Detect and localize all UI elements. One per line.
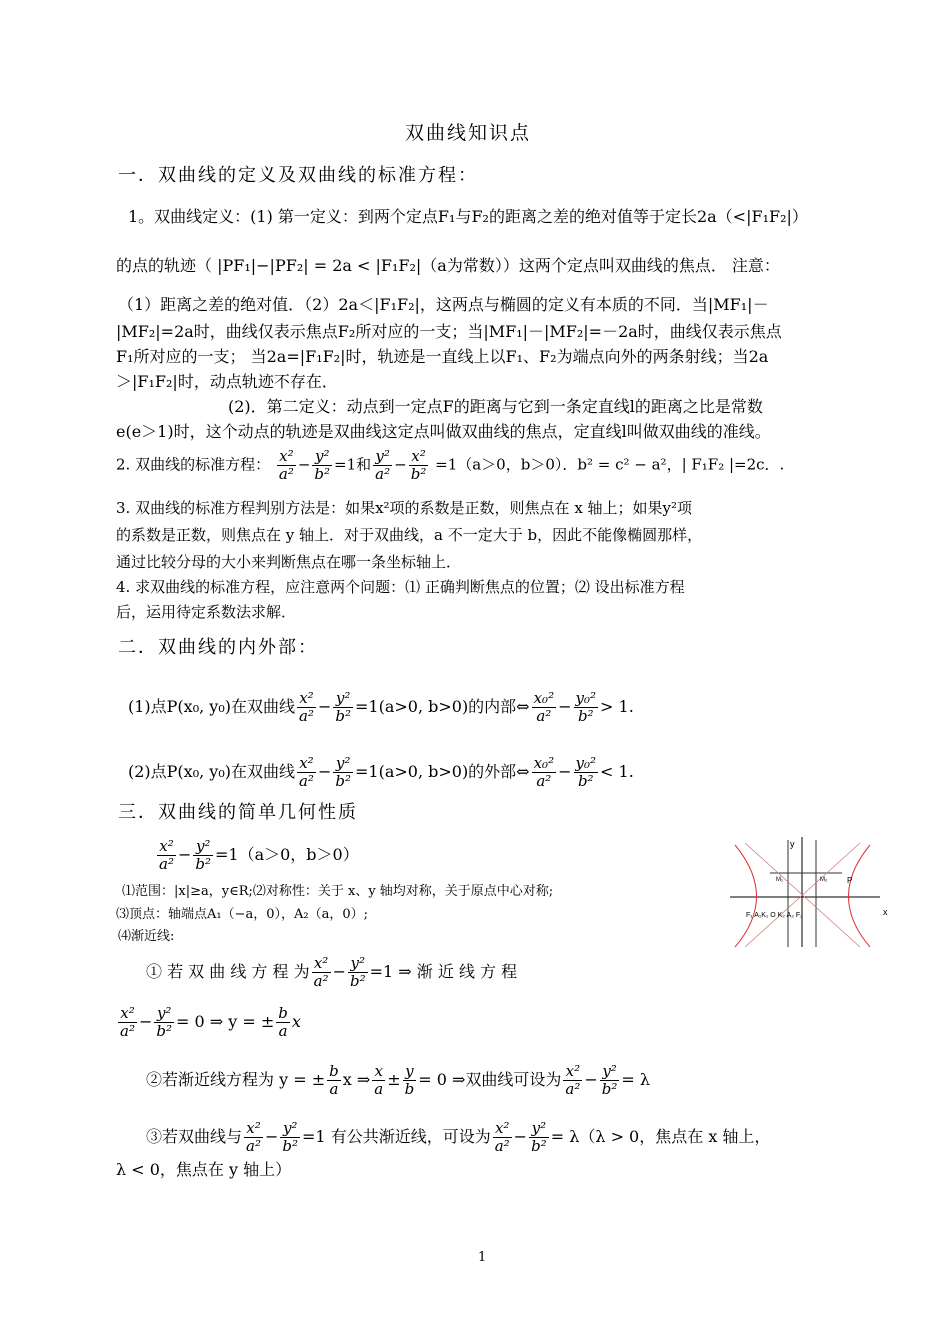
fraction-y2-b2: $\frac{\text{y²}}{\text{b²}}$ (314, 447, 331, 483)
c3-a: ③若双曲线与 (146, 1127, 243, 1146)
c2-d: = λ (621, 1070, 651, 1089)
m2-label: M₂ (820, 877, 828, 883)
c2-a: ②若渐近线方程为 y = ± (146, 1070, 326, 1089)
s3-equation: $\frac{\text{x²}}{\text{a²}}$ − $\frac{\text{y²}}{\text{b²}}$ =1（a＞0，b＞0） (159, 837, 359, 873)
fraction-x2-a2: $\frac{\text{x²}}{\text{a²}}$ (298, 689, 314, 725)
def1-line-a: 1。双曲线定义：(1) 第一定义：到两个定点F₁与F₂的距离之差的绝对值等于定长2a（<|F₁F₂|） (128, 207, 808, 226)
left-branch (735, 845, 757, 947)
fraction-b-a: $\frac{b}{a}$ (329, 1062, 339, 1098)
fraction-y2-b2: $\frac{\text{y²}}{\text{b²}}$ (349, 954, 366, 990)
axis-point-labels: F₁ A₁K₁ O K₂ A₂ F₂ (746, 912, 803, 919)
m1-label: M₁ (776, 877, 784, 883)
p-label: P (847, 876, 853, 885)
fraction-y0-b2: $\frac{\text{y₀²}}{\text{b²}}$ (575, 754, 597, 790)
p3-line-b: 的系数是正数，则焦点在 y 轴上．对于双曲线，a 不一定大于 b，因此不能像椭圆那样， (116, 526, 703, 544)
fraction-x2-a2: $\frac{\text{x²}}{\text{a²}}$ (298, 754, 314, 790)
fraction-x2-a2: $\frac{\text{x²}}{\text{a²}}$ (246, 1119, 261, 1155)
c2-c: = 0 ⇒双曲线可设为 (418, 1070, 562, 1089)
note-line-1: （1）距离之差的绝对值．（2）2a＜|F₁F₂|，这两点与椭圆的定义有本质的不同．当|MF₁|－ (118, 295, 769, 314)
fraction-x2-b2: $\frac{\text{x²}}{\text{b²}}$ (410, 447, 427, 483)
inner-b: =1(a>0, b>0)的内部⇔ (354, 697, 530, 716)
y-label: y (790, 839, 795, 849)
c2-b: x ⇒ (342, 1070, 371, 1089)
case-3: ③若双曲线与 $\frac{\text{x²}}{\text{a²}}$ − $\frac{\text{y²}}{\text{b²}}$ =1 有公共渐近线，可设为 $\frac{\text{x²}}{\text{a²}}$ − $\frac{\text{y²}}{\text{b²}}$ = λ（λ > 0，焦点在 x 轴上， (146, 1119, 771, 1155)
outer-b: =1(a>0, b>0)的外部⇔ (354, 762, 530, 781)
section-2-heading: 二．双曲线的内外部： (118, 637, 318, 658)
hyperbola-figure (730, 835, 892, 947)
fraction-x0-a2: $\frac{\text{x₀²}}{\text{a²}}$ (533, 754, 555, 790)
standard-equation-line: 2. 双曲线的标准方程： $\frac{\text{x²}}{\text{a²}}$ − $\frac{\text{y²}}{\text{b²}}$ =1和 $\frac{\text{y²}}{\text{a²}}$ − $\frac{\text{x²}}{\text{b²}}$ =1（a＞0，b＞0）．b² = c² − a²，| F₁F₂ |=2c．. (116, 447, 785, 483)
fraction-x2-a2: $\frac{\text{x²}}{\text{a²}}$ (278, 447, 294, 483)
p4-line-b: 后，运用待定系数法求解． (116, 603, 297, 621)
outer-c: < 1. (600, 762, 634, 781)
fraction-x2-a2: $\frac{\text{x²}}{\text{a²}}$ (159, 837, 174, 873)
fraction-y2-b2: $\frac{\text{y²}}{\text{b²}}$ (601, 1062, 618, 1098)
fraction-y-b: $\frac{y}{b}$ (404, 1062, 415, 1098)
fraction-y0-b2: $\frac{\text{y₀²}}{\text{b²}}$ (575, 689, 597, 725)
fraction-x2-a2: $\frac{\text{x²}}{\text{a²}}$ (494, 1119, 510, 1155)
x-label: x (883, 907, 888, 917)
inner-condition: (1)点P(x₀, y₀)在双曲线 $\frac{\text{x²}}{\text{a²}}$ − $\frac{\text{y²}}{\text{b²}}$ =1(a>0, b>0)的内部⇔ $\frac{\text{x₀²}}{\text{a²}}$ − $\frac{\text{y₀²}}{\text{b²}}$ > 1. (128, 689, 634, 725)
fraction-y2-b2: $\frac{\text{y²}}{\text{b²}}$ (195, 837, 211, 873)
page-number: 1 (478, 1250, 487, 1265)
c1-b: =1 ⇒ 渐 近 线 方 程 (369, 962, 518, 981)
fraction-y2-b2: $\frac{\text{y²}}{\text{b²}}$ (156, 1004, 172, 1040)
outer-a: (2)点P(x₀, y₀)在双曲线 (128, 762, 295, 781)
fraction-y2-b2: $\frac{\text{y²}}{\text{b²}}$ (335, 689, 351, 725)
c1-c: = 0 ⇒ y = ± (176, 1012, 275, 1031)
case-1-result: $\frac{\text{x²}}{\text{a²}}$ − $\frac{\text{y²}}{\text{b²}}$ = 0 ⇒ y = ± $\frac{b}{a}$ x (120, 1004, 301, 1040)
p4-line-a: 4. 求双曲线的标准方程，应注意两个问题：⑴ 正确判断焦点的位置；⑵ 设出标准方程 (116, 578, 685, 596)
fraction-x0-a2: $\frac{\text{x₀²}}{\text{a²}}$ (533, 689, 555, 725)
asymptote-label: ⑷渐近线: (118, 929, 175, 944)
def1-line-b: 的点的轨迹（ |PF₁|−|PF₂| = 2a < |F₁F₂|（a为常数））这两个定点叫双曲线的焦点． 注意： (116, 256, 780, 275)
std-eq-lead: 2. 双曲线的标准方程： (116, 455, 271, 474)
page-title: 双曲线知识点 (405, 122, 532, 144)
vertices: ⑶顶点：轴端点A₁（−a，0），A₂（a，0）; (116, 907, 369, 922)
p3-line-c: 通过比较分母的大小来判断焦点在哪一条坐标轴上． (116, 553, 462, 571)
fraction-y2-b2: $\frac{\text{y²}}{\text{b²}}$ (282, 1119, 299, 1155)
case-1: ① 若 双 曲 线 方 程 为 $\frac{\text{x²}}{\text{a²}}$ − $\frac{\text{y²}}{\text{b²}}$ =1 ⇒ 渐 近 线 方 程 (146, 954, 518, 990)
c3-c: = λ（λ > 0，焦点在 x 轴上， (550, 1127, 771, 1146)
fraction-x2-a2: $\frac{\text{x²}}{\text{a²}}$ (313, 954, 329, 990)
case-2: ②若渐近线方程为 y = ± $\frac{b}{a}$ x ⇒ $\frac{x}{a}$ ± $\frac{y}{b}$ = 0 ⇒双曲线可设为 $\frac{\text{x²}}{\text{a²}}$ − $\frac{\text{y²}}{\text{b²}}$ = λ (146, 1062, 651, 1098)
fraction-b-a: $\frac{b}{a}$ (278, 1004, 288, 1040)
section-3-heading: 三．双曲线的简单几何性质 (118, 802, 358, 823)
right-branch (849, 845, 871, 947)
s3-eq-tail: =1（a＞0，b＞0） (215, 845, 359, 864)
def2-line-b: e(e＞1)时，这个动点的轨迹是双曲线这定点叫做双曲线的焦点，定直线l叫做双曲线的准线。 (116, 422, 771, 441)
outer-condition: (2)点P(x₀, y₀)在双曲线 $\frac{\text{x²}}{\text{a²}}$ − $\frac{\text{y²}}{\text{b²}}$ =1(a>0, b>0)的外部⇔ $\frac{\text{x₀²}}{\text{a²}}$ − $\frac{\text{y₀²}}{\text{b²}}$ < 1. (128, 754, 634, 790)
c3-b: =1 有公共渐近线，可设为 (302, 1127, 491, 1146)
def2-line-a: (2)．第二定义：动点到一定点F的距离与它到一条定直线l的距离之比是常数 (228, 397, 763, 416)
p3-line-a: 3. 双曲线的标准方程判别方法是：如果x²项的系数是正数，则焦点在 x 轴上；如果y²项 (116, 499, 693, 517)
inner-c: > 1. (600, 697, 634, 716)
std-eq-tail: =1（a＞0，b＞0）．b² = c² − a²，| F₁F₂ |=2c．. (435, 455, 785, 474)
fraction-x2-a2: $\frac{\text{x²}}{\text{a²}}$ (120, 1004, 135, 1040)
note-line-3: F₁所对应的一支； 当2a=|F₁F₂|时，轨迹是一直线上以F₁、F₂为端点向外的两条射线；当2a (116, 347, 769, 366)
fraction-y2-b2: $\frac{\text{y²}}{\text{b²}}$ (531, 1119, 547, 1155)
range-symmetry: ⑴范围：|x|≥a，y∈R;⑵对称性：关于 x、y 轴均对称，关于原点中心对称; (122, 884, 554, 899)
fraction-y2-a2: $\frac{\text{y²}}{\text{a²}}$ (375, 447, 391, 483)
fraction-y2-b2: $\frac{\text{y²}}{\text{b²}}$ (335, 754, 351, 790)
section-1-heading: 一．双曲线的定义及双曲线的标准方程： (118, 165, 478, 186)
inner-a: (1)点P(x₀, y₀)在双曲线 (128, 697, 295, 716)
c1-a: ① 若 双 曲 线 方 程 为 (146, 962, 310, 981)
note-line-2: |MF₂|=2a时，曲线仅表示焦点F₂所对应的一支；当|MF₁|－|MF₂|=－2a时，曲线仅表示焦点 (116, 322, 782, 341)
fraction-x2-a2: $\frac{\text{x²}}{\text{a²}}$ (565, 1062, 581, 1098)
fraction-x-a: $\frac{x}{a}$ (374, 1062, 384, 1098)
note-line-4: ＞|F₁F₂|时，动点轨迹不存在． (116, 372, 338, 391)
case-3-tail: λ < 0，焦点在 y 轴上） (116, 1160, 292, 1179)
